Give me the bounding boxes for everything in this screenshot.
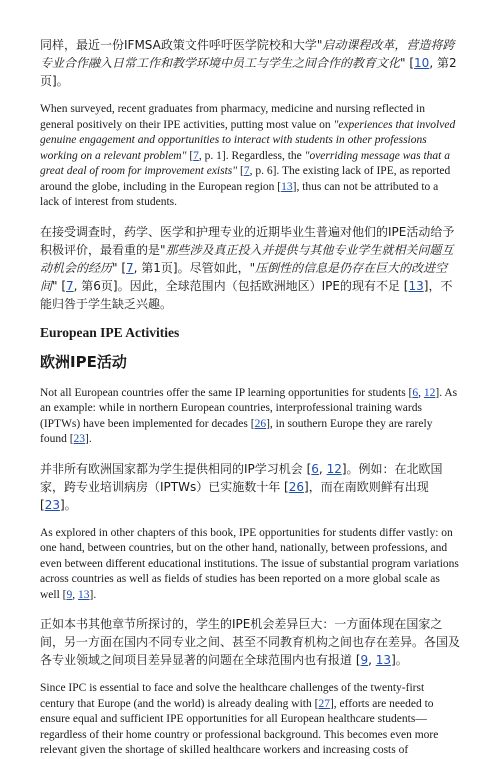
text-run: , [72,588,79,601]
text-run: ]。例如：在北欧国家，跨专业培训病房（IPTWs）已实施数十年 [ [40,461,443,494]
citation-link[interactable]: 26 [288,479,305,494]
text-run: 并非所有欧洲国家都为学生提供相同的IP学习机会 [ [40,461,312,476]
text-run: As explored in other chapters of this book, IPE opportunities for students differ vastly: on one hand, between countries, but on the other hand, nationally, between professions, and even between different educational institutions. The issue of substantial program variations across countries as well as fields of studies has been reported on a more global scale as well [ [40,526,459,601]
section-heading-zh: 欧洲IPE活动 [40,352,127,371]
text-run: " [ [52,278,67,293]
text-run: , 第1页]。尽管如此，" [133,260,256,275]
text-run: , [318,461,327,476]
text-run: , [368,653,376,667]
text-run: [ [237,165,244,177]
text-run: [ [186,149,194,162]
text-run: , [418,386,424,399]
text-run: 正如本书其他章节所探讨的，学生的IPE机会差异巨大：一方面体现在国家之间，另一方面在国内不同专业之间、甚至不同教育机构之间也存在差异。各国及各专业领域之间项目差异显著的问题在全球范围内也有报道 [ [40,617,461,667]
citation-link[interactable]: 9 [360,653,369,667]
text-run: , p. 6]. The existing lack of IPE, as reported around the globe, including in the European region [ [40,165,451,193]
text-run: ], thus can not be attributed to a lack of interest from students. [40,180,439,208]
text-run: " [ [400,56,415,70]
citation-link[interactable]: 6 [412,386,419,399]
paragraph-zh-countries [40,460,460,514]
quote-text: 启动课程改革，营造将跨专业合作融入日常工作和教学环境中员工与学生之间合作的教育文化 [40,38,455,70]
paragraph-en-ipc [40,681,460,759]
text-run: ]。 [391,653,408,667]
text-run: ], in southern Europe they are rarely found [ [40,417,433,445]
text-run: , 第2页]。 [40,56,457,88]
text-run: Since IPC is essential to face and solve the healthcare challenges of the twenty-first century that Europe (and the world) is already dealing with [ [40,682,425,710]
citation-link[interactable]: 7 [66,278,74,293]
citation-link[interactable]: 13 [78,588,90,601]
quote-text: "overriding message was that a great deal of room for improvement exists" [40,149,451,177]
text-run: ]. As an example: while in northern European countries, interprofessional training wards (IPTWs) have been implemented for decades [ [40,386,458,430]
citation-link[interactable]: 27 [318,697,330,710]
citation-link[interactable]: 6 [311,461,319,476]
citation-link[interactable]: 7 [193,149,199,162]
text-run: ], efforts are needed to ensure equal and sufficient IPE opportunities for all European healthcare students—regardless of their home country or professional background. This becomes even more relevant given the shortage of skilled healthcare workers and increasing costs of [40,697,439,756]
text-run: ]。 [59,497,77,512]
text-run: " [ [112,260,127,275]
text-run: , p. 1]. Regardless, the [198,149,305,162]
section-heading-en: European IPE Activities [40,324,180,340]
quote-text: 压倒性的信息是仍存在巨大的改进空间 [40,260,448,293]
paragraph-en-variations [40,526,460,604]
paragraph-en-surveyed [40,102,460,211]
paragraph-en-countries [40,386,460,448]
text-run: 同样，最近一份IFMSA政策文件呼吁医学院校和大学" [40,38,323,52]
citation-link[interactable]: 23 [73,433,86,445]
text-run: When surveyed, recent graduates from pharmacy, medicine and nursing reflected in general positively on their IPE activities, putting most value on [40,103,425,131]
text-run: 在接受调查时，药学、医学和护理专业的近期毕业生普遍对他们的IPE活动给予积极评价，最看重的是" [40,224,455,257]
citation-link[interactable]: 12 [326,461,342,476]
paragraph-zh-1 [40,36,460,90]
text-run: , 第6页]。因此，全球范围内（包括欧洲地区）IPE的现有不足 [ [73,278,409,293]
paragraph-zh-variations [40,615,460,669]
citation-link[interactable]: 10 [414,56,430,70]
citation-link[interactable]: 13 [408,278,424,293]
text-run: Not all European countries offer the same IP learning opportunities for students [ [40,386,413,399]
citation-link[interactable]: 26 [254,417,267,430]
citation-link[interactable]: 12 [423,386,436,399]
text-run: ]. [89,588,97,601]
text-run: ]，而在南欧则鲜有出现 [ [40,479,429,512]
quote-text: 那些涉及真正投入并提供与其他专业学生就相关问题互动机会的经历 [40,242,454,275]
citation-link[interactable]: 9 [66,588,73,601]
citation-link[interactable]: 7 [126,260,134,275]
citation-link[interactable]: 13 [375,653,392,667]
text-run: ]. [85,433,92,445]
quote-text: "experiences that involved genuine engagement and opportunities to interact with students in other professions working on a relevant problem" [40,118,456,162]
citation-link[interactable]: 7 [243,165,250,177]
citation-link[interactable]: 23 [44,497,60,512]
paragraph-zh-surveyed [40,223,460,313]
citation-link[interactable]: 13 [281,180,293,193]
text-run: ]，不能归咎于学生缺乏兴趣。 [40,278,453,311]
